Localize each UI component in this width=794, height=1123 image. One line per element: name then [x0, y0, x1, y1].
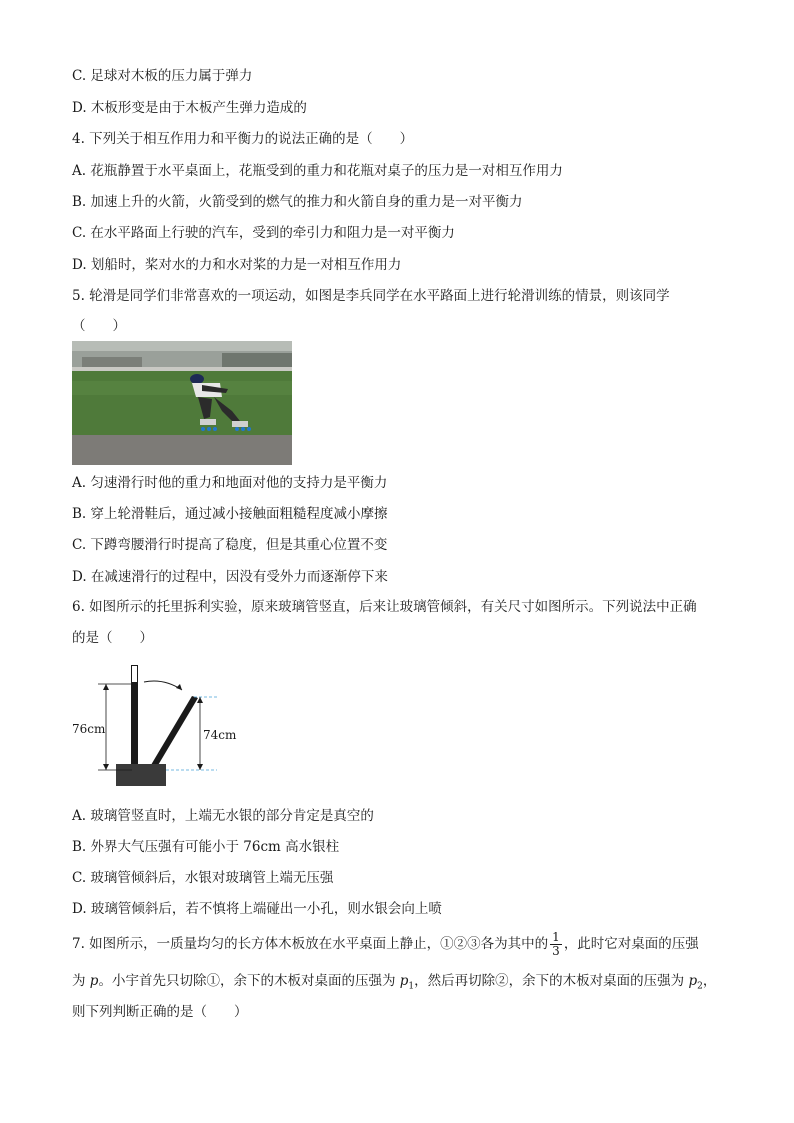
q6-option-c: C. 玻璃管倾斜后，水银对玻璃管上端无压强 [72, 870, 334, 886]
q7-stem-line2: 为 p。小宇首先只切除①，余下的木板对桌面的压强为 $p_1$，然后再切除②，余下的木板对桌面的压强为 $p_2$， [72, 973, 717, 992]
height-label-vertical: 76cm [72, 722, 106, 736]
q4-stem: 4. 下列关于相互作用力和平衡力的说法正确的是（ ） [72, 131, 414, 147]
q6-option-b: B. 外界大气压强有可能小于 76cm 高水银柱 [72, 839, 340, 855]
q7-stem-line1: 7. 如图所示，一质量均匀的长方体木板放在水平桌面上静止，①②③各为其中的 $\frac{1}{3}$ ，此时它对桌面的压强 [72, 930, 699, 958]
q5-option-d: D. 在减速滑行的过程中，因没有受外力而逐渐停下来 [72, 569, 388, 585]
q3-option-c: C. 足球对木板的压力属于弹力 [72, 68, 253, 84]
q5-option-b: B. 穿上轮滑鞋后，通过减小接触面粗糙程度减小摩擦 [72, 506, 388, 522]
q5-stem-bracket: （ ） [72, 318, 126, 334]
q4-option-a: A. 花瓶静置于水平桌面上，花瓶受到的重力和花瓶对桌子的压力是一对相互作用力 [72, 163, 563, 179]
q4-option-c: C. 在水平路面上行驶的汽车，受到的牵引力和阻力是一对平衡力 [72, 225, 455, 241]
q4-option-d: D. 划船时，桨对水的力和水对桨的力是一对相互作用力 [72, 257, 402, 273]
q6-option-d: D. 玻璃管倾斜后，若不慎将上端碰出一小孔，则水银会向上喷 [72, 901, 442, 917]
q3-option-d: D. 木板形变是由于木板产生弹力造成的 [72, 100, 307, 116]
roller-skating-photo [72, 341, 292, 465]
q5-stem: 5. 轮滑是同学们非常喜欢的一项运动，如图是李兵同学在水平路面上进行轮滑训练的情景，则该同学 [72, 288, 670, 304]
q6-stem-bracket: 的是（ ） [72, 630, 153, 646]
torricelli-diagram [72, 660, 252, 790]
q6-stem: 6. 如图所示的托里拆利实验，原来玻璃管竖直，后来让玻璃管倾斜，有关尺寸如图所示。下列说法中正确 [72, 599, 697, 615]
q7-stem-line3: 则下列判断正确的是（ ） [72, 1004, 248, 1020]
q6-option-a: A. 玻璃管竖直时，上端无水银的部分肯定是真空的 [72, 808, 374, 824]
q5-option-c: C. 下蹲弯腰滑行时提高了稳度，但是其重心位置不变 [72, 537, 388, 553]
one-third-fraction: $\frac{1}{3}$ [552, 930, 560, 958]
q5-option-a: A. 匀速滑行时他的重力和地面对他的支持力是平衡力 [72, 475, 388, 491]
q4-option-b: B. 加速上升的火箭，火箭受到的燃气的推力和火箭自身的重力是一对平衡力 [72, 194, 523, 210]
height-label-inclined: 74cm [203, 728, 237, 742]
